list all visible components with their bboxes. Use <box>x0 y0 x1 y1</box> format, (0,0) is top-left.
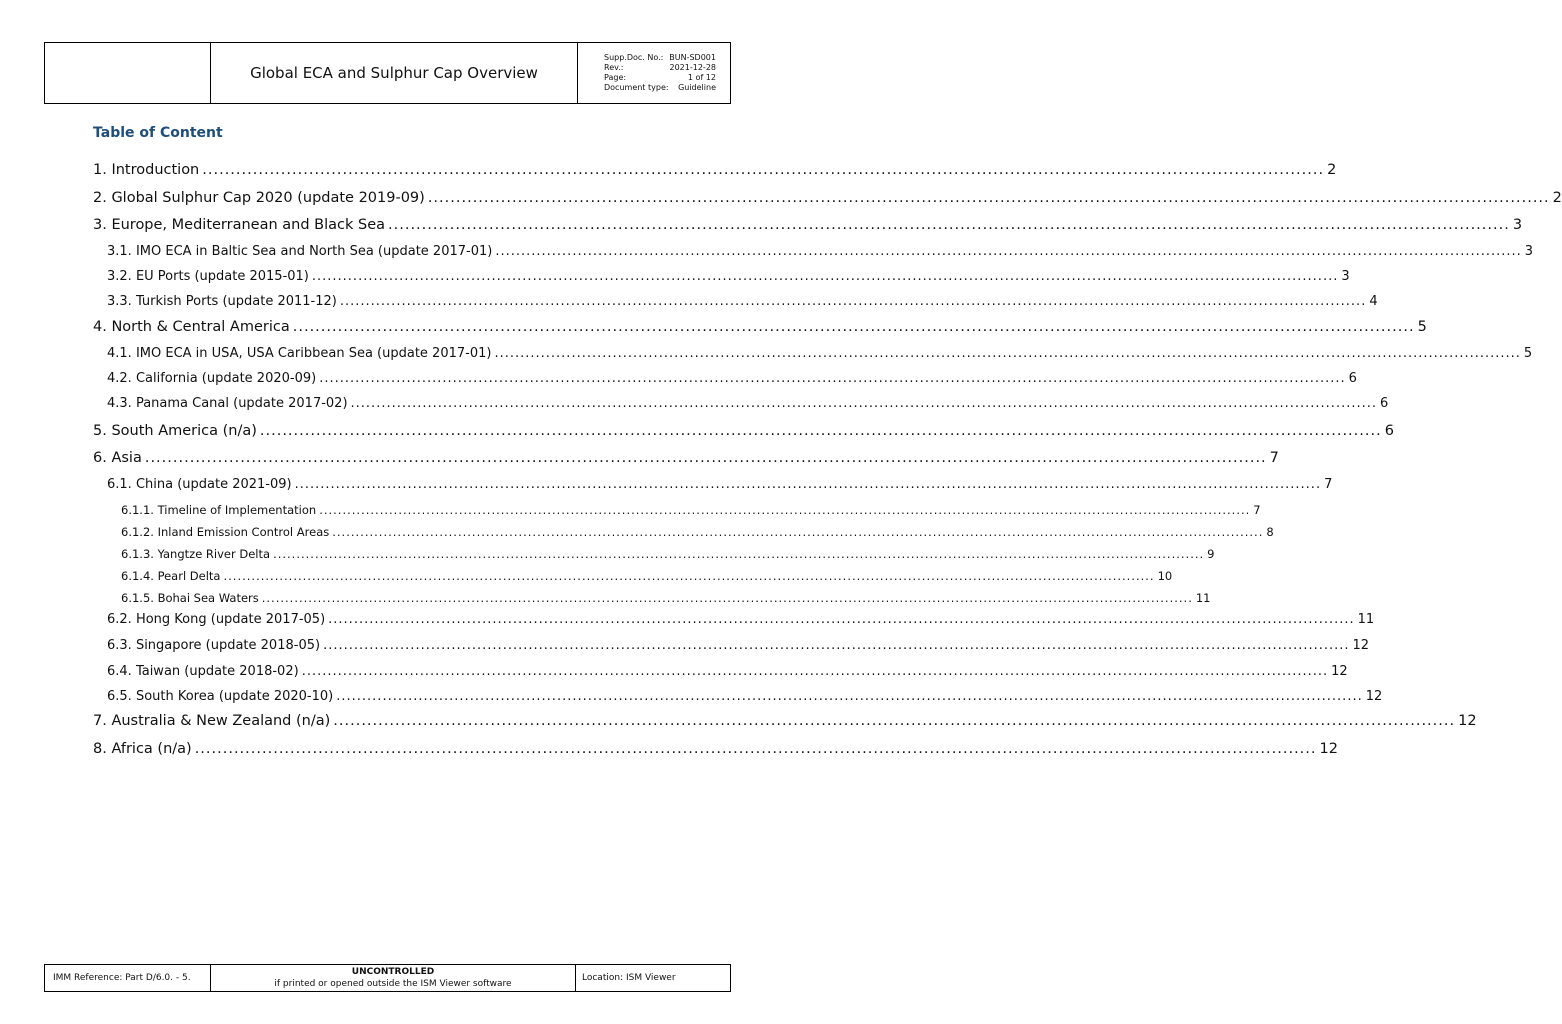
meta-value: BUN-SD001 <box>669 53 716 62</box>
toc-entry[interactable] <box>93 217 1523 233</box>
toc-entry-page: 7 <box>1269 450 1279 466</box>
footer-location: Location: ISM Viewer <box>582 973 676 983</box>
toc-entry-page: 7 <box>1253 503 1261 517</box>
toc-entry[interactable] <box>107 664 1348 679</box>
toc-leader-dots: ........................................................................................................................................................................................................ <box>311 269 1339 284</box>
meta-label: Supp.Doc. No.: <box>604 53 664 62</box>
toc-entry-page: 3 <box>1512 217 1523 233</box>
toc-entry[interactable] <box>121 525 1274 539</box>
toc-entry[interactable] <box>121 591 1211 605</box>
toc-entry[interactable] <box>93 713 1477 729</box>
meta-value: Guideline <box>678 83 716 92</box>
toc-entry-page: 12 <box>1458 713 1477 729</box>
toc-leader-dots: ........................................................................................................................................................................................................ <box>350 396 1377 411</box>
toc-entry-title: 6.4. Taiwan (update 2018-02) <box>107 664 299 679</box>
toc-leader-dots: ........................................................................................................................................................................................................ <box>333 713 1456 729</box>
toc-entry-title: 6.3. Singapore (update 2018-05) <box>107 638 321 653</box>
document-footer <box>44 964 731 992</box>
toc-entry-page: 11 <box>1357 612 1375 627</box>
document-header <box>44 42 731 104</box>
toc-leader-dots: ........................................................................................................................................................................................................ <box>332 525 1264 539</box>
toc-entry-title: 6.1.1. Timeline of Implementation <box>121 503 317 517</box>
toc-entry-page: 5 <box>1523 346 1533 361</box>
meta-value: 1 of 12 <box>687 73 716 82</box>
toc-entry-title: 4. North & Central America <box>93 319 290 335</box>
toc-leader-dots: ........................................................................................................................................................................................................ <box>319 371 1346 386</box>
toc-leader-dots: ........................................................................................................................................................................................................ <box>294 477 1322 492</box>
toc-entry-page: 10 <box>1157 569 1173 583</box>
toc-entry-title: 2. Global Sulphur Cap 2020 (update 2019-09) <box>93 190 425 206</box>
toc-leader-dots: ........................................................................................................................................................................................................ <box>328 612 1355 627</box>
toc-entry-page: 4 <box>1369 294 1378 309</box>
toc-entry[interactable] <box>107 396 1389 411</box>
toc-leader-dots: ........................................................................................................................................................................................................ <box>261 591 1193 605</box>
toc-entry[interactable] <box>93 190 1562 206</box>
toc-entry-page: 6 <box>1384 423 1394 439</box>
toc-entry-title: 4.3. Panama Canal (update 2017-02) <box>107 396 348 411</box>
toc-entry-page: 2 <box>1327 162 1337 178</box>
toc-entry[interactable] <box>107 638 1370 653</box>
meta-row-doc-no <box>604 53 716 63</box>
toc-entry[interactable] <box>93 741 1338 757</box>
toc-entry[interactable] <box>121 569 1173 583</box>
toc-entry-page: 8 <box>1266 525 1274 539</box>
toc-entry-title: 6.1.4. Pearl Delta <box>121 569 221 583</box>
toc-entry-page: 6 <box>1380 396 1389 411</box>
toc-entry-title: 6.2. Hong Kong (update 2017-05) <box>107 612 326 627</box>
toc-entry-title: 3.1. IMO ECA in Baltic Sea and North Sea (update 2017-01) <box>107 244 493 259</box>
logo-cell <box>45 43 211 103</box>
toc-leader-dots: ........................................................................................................................................................................................................ <box>301 664 1329 679</box>
toc-leader-dots: ........................................................................................................................................................................................................ <box>494 346 1521 361</box>
toc-entry-page: 12 <box>1331 664 1348 679</box>
toc-entry-title: 6.1.3. Yangtze River Delta <box>121 547 271 561</box>
toc-leader-dots: ........................................................................................................................................................................................................ <box>292 319 1415 335</box>
toc-entry-title: 6.1. China (update 2021-09) <box>107 477 292 492</box>
toc-entry-title: 6.1.5. Bohai Sea Waters <box>121 591 259 605</box>
meta-label: Page: <box>604 73 627 82</box>
toc-entry-title: 8. Africa (n/a) <box>93 741 192 757</box>
toc-entry-page: 7 <box>1324 477 1333 492</box>
toc-leader-dots: ........................................................................................................................................................................................................ <box>388 217 1510 233</box>
toc-entry[interactable] <box>107 244 1534 259</box>
toc-leader-dots: ........................................................................................................................................................................................................ <box>319 503 1251 517</box>
toc-leader-dots: ........................................................................................................................................................................................................ <box>427 190 1550 206</box>
toc-entry-page: 11 <box>1195 591 1211 605</box>
toc-entry-page: 3 <box>1524 244 1534 259</box>
toc-leader-dots: ........................................................................................................................................................................................................ <box>259 423 1382 439</box>
toc-entry-title: 6. Asia <box>93 450 142 466</box>
toc-entry[interactable] <box>107 294 1378 309</box>
footer-uncontrolled-notice <box>211 965 576 991</box>
toc-entry[interactable] <box>93 319 1427 335</box>
toc-entry-title: 3.2. EU Ports (update 2015-01) <box>107 269 309 284</box>
toc-entry-title: 7. Australia & New Zealand (n/a) <box>93 713 331 729</box>
toc-entry[interactable] <box>107 371 1357 386</box>
toc-leader-dots: ........................................................................................................................................................................................................ <box>194 741 1317 757</box>
toc-entry-page: 6 <box>1348 371 1357 386</box>
document-title: Global ECA and Sulphur Cap Overview <box>211 43 578 103</box>
toc-entry-title: 4.1. IMO ECA in USA, USA Caribbean Sea (update 2017-01) <box>107 346 492 361</box>
meta-row-rev <box>604 63 716 73</box>
toc-entry[interactable] <box>107 269 1350 284</box>
toc-entry-title: 6.1.2. Inland Emission Control Areas <box>121 525 330 539</box>
uncontrolled-note: if printed or opened outside the ISM Viewer software <box>274 979 512 989</box>
toc-entry-title: 3.3. Turkish Ports (update 2011-12) <box>107 294 337 309</box>
toc-leader-dots: ........................................................................................................................................................................................................ <box>495 244 1522 259</box>
toc-entry[interactable] <box>107 477 1333 492</box>
toc-leader-dots: ........................................................................................................................................................................................................ <box>144 450 1267 466</box>
meta-value: 2021-12-28 <box>669 63 716 72</box>
toc-entry-page: 12 <box>1352 638 1370 653</box>
toc-entry[interactable] <box>93 423 1394 439</box>
toc-entry[interactable] <box>93 450 1279 466</box>
toc-leader-dots: ........................................................................................................................................................................................................ <box>323 638 1350 653</box>
toc-entry[interactable] <box>107 612 1375 627</box>
toc-entry[interactable] <box>121 503 1261 517</box>
toc-entry[interactable] <box>107 689 1383 704</box>
toc-leader-dots: ........................................................................................................................................................................................................ <box>223 569 1155 583</box>
meta-row-doc-type <box>604 83 716 93</box>
toc-entry[interactable] <box>107 346 1533 361</box>
meta-label: Document type: <box>604 83 669 92</box>
toc-entry-title: 3. Europe, Mediterranean and Black Sea <box>93 217 386 233</box>
toc-leader-dots: ........................................................................................................................................................................................................ <box>339 294 1367 309</box>
toc-entry-page: 3 <box>1341 269 1350 284</box>
toc-entry[interactable] <box>93 162 1337 178</box>
toc-entry[interactable] <box>121 547 1215 561</box>
toc-entry-page: 12 <box>1319 741 1338 757</box>
meta-row-page <box>604 73 716 83</box>
toc-leader-dots: ........................................................................................................................................................................................................ <box>336 689 1363 704</box>
footer-reference: IMM Reference: Part D/6.0. - 5. <box>45 965 211 991</box>
uncontrolled-label: UNCONTROLLED <box>351 967 435 977</box>
toc-entry-page: 12 <box>1365 689 1383 704</box>
toc-entry-title: 1. Introduction <box>93 162 200 178</box>
meta-label: Rev.: <box>604 63 624 72</box>
toc-entry-page: 2 <box>1552 190 1562 206</box>
toc-heading: Table of Content <box>93 125 223 141</box>
document-meta <box>578 43 730 103</box>
toc-entry-title: 4.2. California (update 2020-09) <box>107 371 317 386</box>
toc-entry-page: 5 <box>1417 319 1427 335</box>
toc-entry-page: 9 <box>1207 547 1215 561</box>
toc-leader-dots: ........................................................................................................................................................................................................ <box>202 162 1325 178</box>
toc-entry-title: 5. South America (n/a) <box>93 423 257 439</box>
toc-entry-title: 6.5. South Korea (update 2020-10) <box>107 689 334 704</box>
toc-leader-dots: ........................................................................................................................................................................................................ <box>273 547 1205 561</box>
